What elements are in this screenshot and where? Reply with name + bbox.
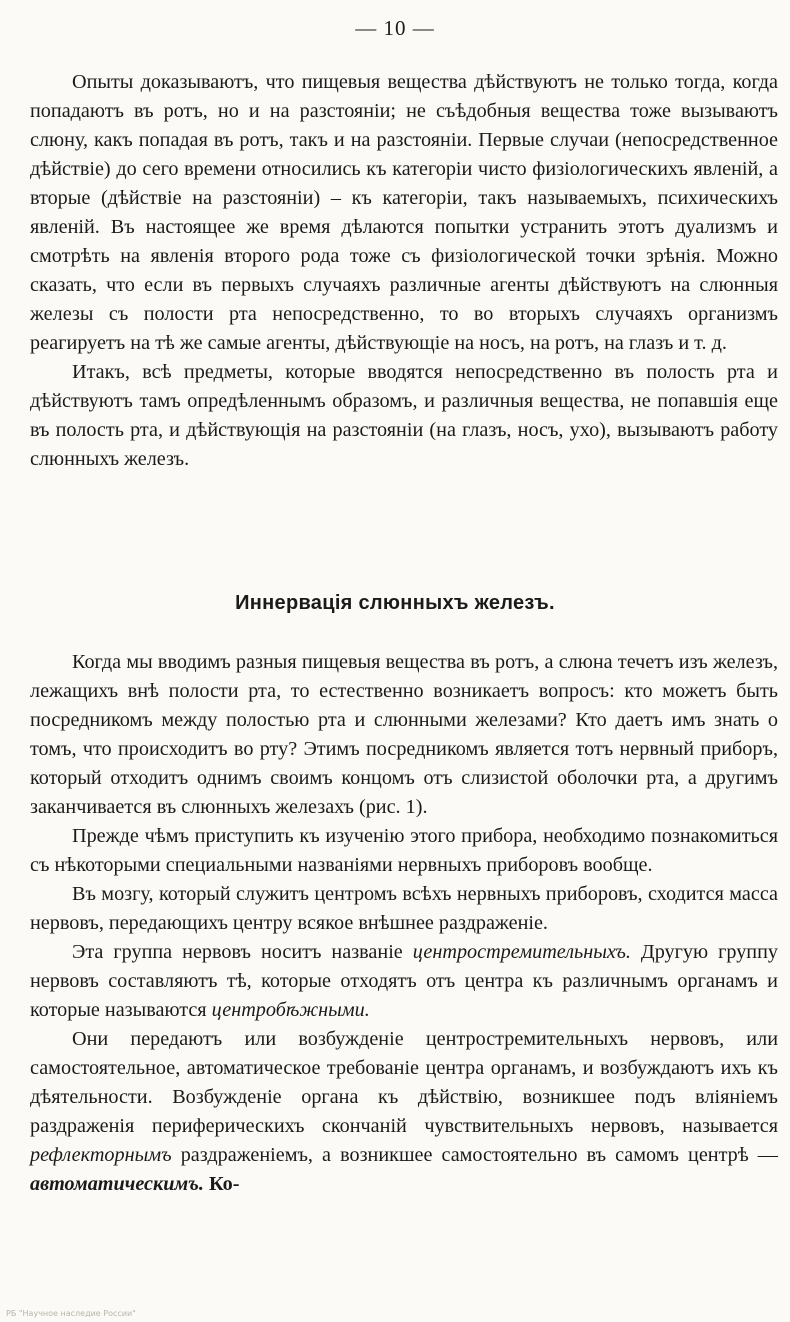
section-intro [30, 68, 778, 474]
paragraph: Когда мы вводимъ разныя пищевыя вещества въ ротъ, а слюна течетъ изъ железъ, лежащихъ внѣ полости рта, то естественно возникаетъ вопросъ: кто можетъ быть посредникомъ между полостью рта и слюнными железами? Кто даетъ имъ знать о томъ, что происходитъ во рту? Этимъ посредникомъ является тотъ нервный приборъ, который отходитъ однимъ своимъ концомъ отъ слизистой оболочки рта, а другимъ заканчивается въ слюнныхъ железахъ (рис. 1). [30, 651, 778, 818]
term-centrifugal: центробѣжными. [211, 999, 370, 1021]
page-number: — 10 — [355, 16, 435, 40]
paragraph: Въ мозгу, который служитъ центромъ всѣхъ нервныхъ приборовъ, сходится масса нервовъ, передающихъ центру всякое внѣшнее раздраженiе. [30, 883, 778, 934]
paragraph: Опыты доказываютъ, что пищевыя вещества дѣйствуютъ не только тогда, когда попадаютъ въ ротъ, но и на разстоянiи; не съѣдобныя вещества тоже вызываютъ слюну, какъ попадая въ ротъ, такъ и на разстоянiи. Первые случаи (непосредственное дѣйствiе) до сего времени относились къ категорiи чисто физiологическихъ явленiй, а вторые (дѣйствiе на разстоянiи) – къ категорiи, такъ называемыхъ, психическихъ явленiй. Въ настоящее же время дѣлаются попытки устранить этотъ дуализмъ и смотрѣть на явленiя второго рода тоже съ физiологической точки зрѣнiя. Можно сказать, что если въ первыхъ случаяхъ различные агенты дѣйствуютъ на слюнныя железы съ полости рта непосредственно, то во вторыхъ случаяхъ организмъ реагируетъ на тѣ же самые агенты, дѣйствующiе на носъ, на ротъ, на глазъ и т. д. [30, 71, 778, 354]
text-span: раздраженiемъ, а возникшее самостоятельно въ самомъ центрѣ — [171, 1144, 778, 1166]
text-span: Эта группа нервовъ носитъ названiе [72, 941, 413, 963]
section-innervation [30, 648, 778, 1199]
term-reflex: рефлекторнымъ [30, 1144, 172, 1166]
paragraph: Прежде чѣмъ приступить къ изученiю этого прибора, необходимо познакомиться съ нѣкоторыми специальными названiями нервныхъ приборовъ вообще. [30, 825, 778, 876]
paragraph [30, 938, 778, 1025]
paragraph [30, 1025, 778, 1199]
text-span: Они передаютъ или возбужденiе центростремительныхъ нервовъ, или самостоятельное, автоматическое требованiе центра органамъ, и возбуждаютъ ихъ къ дѣятельности. Возбужденiе органа къ дѣйствiю, возникшее подъ влiянiемъ раздраженiя периферическихъ скончанiй чувствительныхъ нервовъ, называется [30, 1028, 778, 1137]
term-automatic: автоматическимъ. [30, 1173, 204, 1195]
text-span: Другую группу нервовъ составляютъ тѣ, которые отходятъ отъ центра къ различнымъ органамъ и которые называются [30, 941, 778, 1021]
section-heading: Иннервацiя слюнныхъ железъ. [235, 592, 555, 614]
paragraph: Итакъ, всѣ предметы, которые вводятся непосредственно въ полость рта и дѣйствуютъ тамъ опредѣленнымъ образомъ, и различныя вещества, не попавшiя еще въ полость рта, и дѣйствующiя на разстоянiи (на глазъ, носъ, ухо), вызываютъ работу слюнныхъ железъ. [30, 361, 778, 470]
text-span: Ко- [203, 1173, 240, 1195]
term-centripetal: центростремительныхъ. [412, 941, 631, 963]
watermark: РБ "Научное наследие России" [6, 1309, 136, 1318]
